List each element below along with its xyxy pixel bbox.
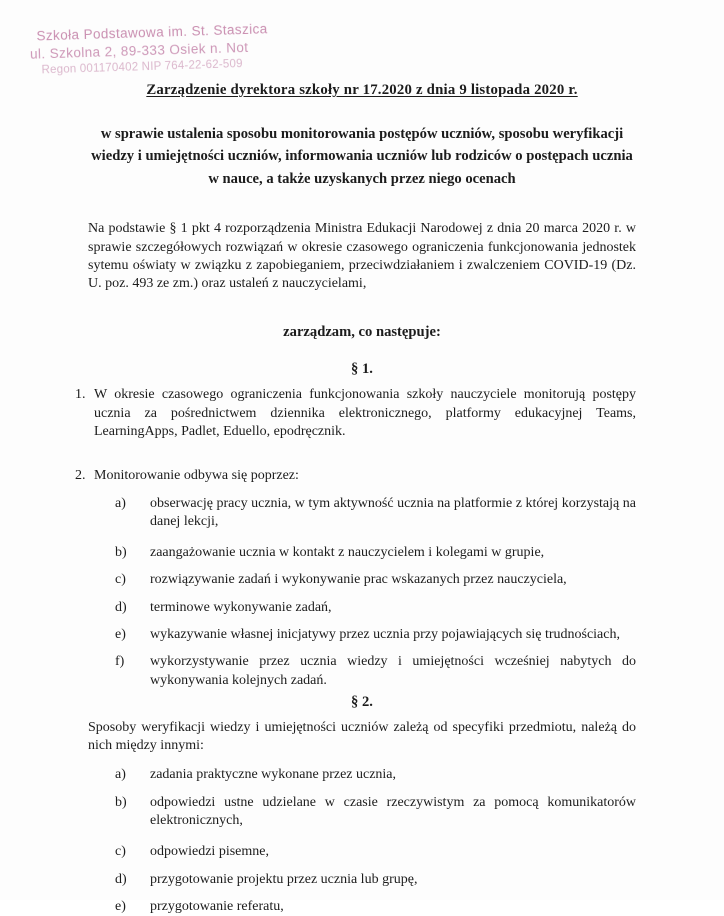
item-letter: d) (115, 599, 127, 615)
item-text: zaangażowanie ucznia w kontakt z nauczycielem i kolegami w grupie, (150, 545, 545, 561)
item-letter: a) (115, 495, 126, 511)
section1-subitem-a (115, 495, 636, 532)
ordinance-title: Zarządzenie dyrektora szkoły nr 17.2020 z dnia 9 listopada 2020 r. (146, 82, 578, 98)
item-text: Monitorowanie odbywa się poprzez: (94, 468, 299, 484)
item-letter: b) (115, 545, 127, 561)
item-number: 1. (75, 387, 86, 403)
section-2-heading: § 2. (351, 693, 373, 710)
item-letter: c) (115, 572, 126, 588)
section2-intro-paragraph: Sposoby weryfikacji wiedzy i umiejętności uczniów zależą od specyfiki przedmiotu, należą do nich między innymi: (88, 719, 636, 754)
item-text: rozwiązywanie zadań i wykonywanie prac wskazanych przez nauczyciela, (150, 572, 567, 588)
section2-subitem-d (115, 871, 636, 889)
item-text: wykorzystywanie przez ucznia wiedzy i umiejętności wcześniej nabytych do wykonywania kolejnych zadań. (150, 654, 636, 688)
item-text: terminowe wykonywanie zadań, (150, 599, 332, 615)
section1-subitem-b (115, 544, 636, 562)
section2-subitem-a (115, 766, 636, 784)
item-letter: a) (115, 766, 126, 782)
ordinance-subject: w sprawie ustalenia sposobu monitorowania postępów uczniów, sposobu weryfikacji wiedzy i umiejętności uczniów, informowania uczniów lub rodziców o postępach ucznia w nauce, a także uzyskanych przez niego ocenach (91, 126, 633, 187)
decree-clause: zarządzam, co następuje: (283, 324, 441, 341)
item-text: przygotowanie projektu przez ucznia lub grupę, (150, 871, 418, 887)
section1-subitem-e (115, 626, 636, 644)
section1-subitem-c (115, 571, 636, 589)
item-text: odpowiedzi ustne udzielane w czasie rzeczywistym za pomocą komunikatorów elektronicznych, (150, 794, 636, 829)
item-text: zadania praktyczne wykonane przez ucznia, (150, 766, 397, 782)
stamp-school-name: Szkoła Podstawowa im. St. Staszica (36, 21, 268, 44)
item-letter: f) (115, 654, 125, 670)
section2-subitem-b (115, 794, 636, 831)
section1-subitem-d (115, 599, 636, 617)
stamp-regon-nip: Regon 001170402 NIP 764-22-62-509 (41, 58, 243, 77)
section2-subitem-e (115, 898, 636, 916)
item-letter: b) (115, 794, 127, 810)
item-letter: d) (115, 871, 127, 887)
section-1-heading: § 1. (351, 361, 373, 378)
item-text: obserwację pracy ucznia, w tym aktywność ucznia na platformie z której korzystają na danej lekcji, (150, 495, 636, 529)
item-text: odpowiedzi pisemne, (150, 844, 269, 860)
section1-item-1 (75, 386, 636, 441)
item-text: przygotowanie referatu, (150, 899, 284, 915)
legal-basis-paragraph: Na podstawie § 1 pkt 4 rozporządzenia Ministra Edukacji Narodowej z dnia 20 marca 2020 r. w sprawie szczegółowych rozwiązań w okresie czasowego ograniczenia funkcjonowania jednostek sytemu oświaty w związku z zapobieganiem, przeciwdziałaniem i zwalczeniem COVID-19 (Dz. U. poz. 493 ze zm.) oraz ustaleń z nauczycielami, (88, 221, 636, 292)
item-letter: e) (115, 627, 126, 643)
item-letter: e) (115, 899, 126, 915)
stamp-address: ul. Szkolna 2, 89-333 Osiek n. Not (29, 39, 249, 62)
item-text: W okresie czasowego ograniczenia funkcjonowania szkoły nauczyciele monitorują postępy ucznia za pośrednictwem dziennika elektronicznego, platformy edukacyjnej Teams, LearningApps, Padlet, Eduello, epodręcznik. (94, 387, 636, 439)
section1-item-2 (75, 467, 636, 485)
item-letter: c) (115, 844, 126, 860)
section1-subitem-f (115, 653, 636, 690)
item-text: wykazywanie własnej inicjatywy przez ucznia przy pojawiających się trudnościach, (150, 627, 620, 643)
school-stamp (29, 20, 269, 80)
item-number: 2. (75, 468, 86, 484)
section2-subitem-c (115, 843, 636, 861)
